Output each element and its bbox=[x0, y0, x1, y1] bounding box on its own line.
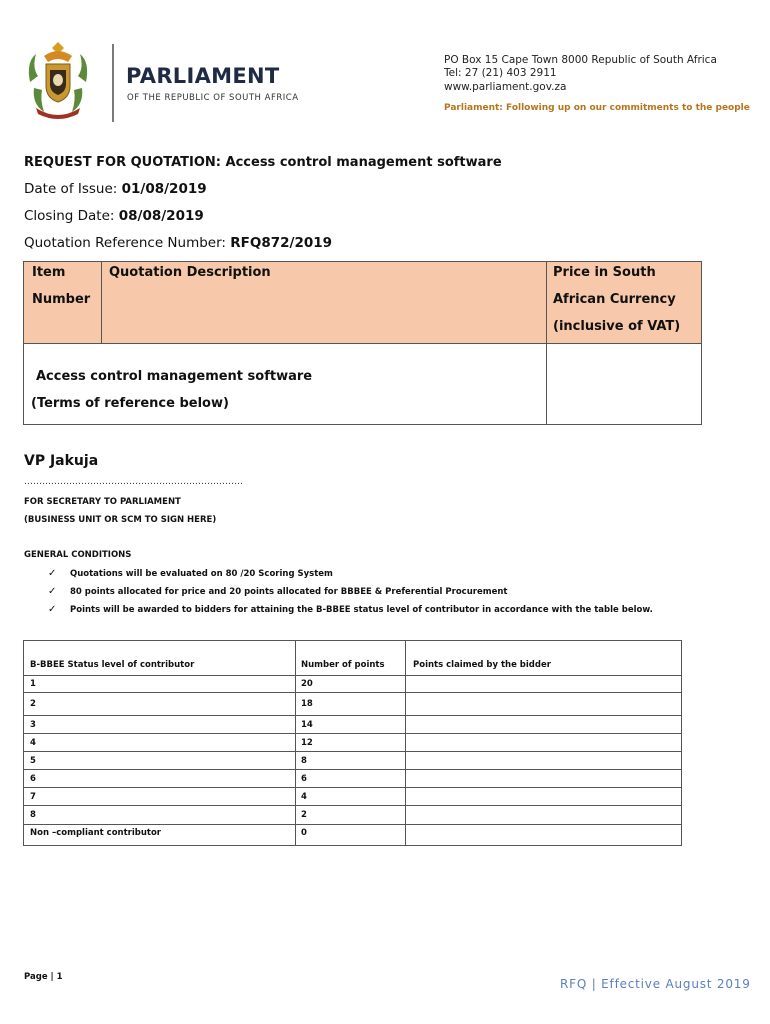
table-row: 3 14 bbox=[24, 716, 681, 734]
table-row: 6 6 bbox=[24, 770, 681, 788]
checkmark-icon: ✓ bbox=[48, 586, 57, 597]
signature-line: ………………………………………………………………. bbox=[24, 477, 243, 487]
business-unit-line: (BUSINESS UNIT OR SCM TO SIGN HERE) bbox=[24, 515, 217, 525]
signer-name: VP Jakuja bbox=[24, 453, 99, 469]
table-row: 8 2 bbox=[24, 806, 681, 825]
closing-date-line bbox=[24, 208, 204, 224]
footer-effective-date: RFQ | Effective August 2019 bbox=[560, 977, 751, 991]
table-row: 7 4 bbox=[24, 788, 681, 806]
issue-date-value: 01/08/2019 bbox=[121, 181, 207, 197]
issue-date-line bbox=[24, 181, 207, 197]
closing-date-value: 08/08/2019 bbox=[118, 208, 204, 224]
table-row: 2 18 bbox=[24, 693, 681, 716]
header-divider bbox=[112, 44, 114, 122]
org-name: PARLIAMENT bbox=[126, 64, 280, 88]
closing-date-label: Closing Date: bbox=[24, 208, 119, 224]
row-description: Access control management software bbox=[36, 369, 313, 384]
header-item-number: Item Number bbox=[32, 265, 91, 307]
header-price: Price in South African Currency (inclusive of VAT) bbox=[553, 265, 681, 334]
parliament-coat-of-arms-icon bbox=[22, 42, 94, 120]
org-subtitle: OF THE REPUBLIC OF SOUTH AFRICA bbox=[127, 93, 299, 103]
condition-item: ✓ 80 points allocated for price and 20 points allocated for BBBEE & Preferential Procurement bbox=[48, 586, 508, 597]
table-divider bbox=[546, 262, 547, 424]
table-header-row: B-BBEE Status level of contributor Number of points Points claimed by the bidder bbox=[24, 641, 681, 676]
issue-date-label: Date of Issue: bbox=[24, 181, 122, 197]
reference-number-value: RFQ872/2019 bbox=[230, 235, 333, 251]
table-row: 4 12 bbox=[24, 734, 681, 752]
checkmark-icon: ✓ bbox=[48, 604, 57, 615]
rfq-title: REQUEST FOR QUOTATION: Access control management software bbox=[24, 155, 502, 170]
header-quotation-description: Quotation Description bbox=[109, 265, 271, 280]
contact-address: PO Box 15 Cape Town 8000 Republic of South Africa bbox=[444, 54, 717, 66]
condition-item: ✓ Quotations will be evaluated on 80 /20 Scoring System bbox=[48, 568, 333, 579]
contact-website[interactable]: www.parliament.gov.za bbox=[444, 81, 567, 93]
contact-tel: Tel: 27 (21) 403 2911 bbox=[444, 67, 557, 79]
table-row: Non –compliant contributor 0 bbox=[30, 828, 307, 838]
reference-number-line bbox=[24, 235, 332, 251]
for-secretary-line: FOR SECRETARY TO PARLIAMENT bbox=[24, 497, 181, 507]
page-number: Page | 1 bbox=[24, 972, 63, 982]
quotation-table bbox=[23, 261, 702, 425]
table-row: 5 8 bbox=[24, 752, 681, 770]
reference-number-label: Quotation Reference Number: bbox=[24, 235, 231, 251]
table-row: 1 20 bbox=[24, 676, 681, 693]
checkmark-icon: ✓ bbox=[48, 568, 57, 579]
bbbee-points-table bbox=[23, 640, 682, 846]
tagline: Parliament: Following up on our commitments to the people bbox=[444, 103, 750, 113]
general-conditions-heading: GENERAL CONDITIONS bbox=[24, 550, 132, 560]
condition-item: ✓ Points will be awarded to bidders for attaining the B-BBEE status level of contributor in accordance with the table below. bbox=[48, 604, 653, 615]
row-terms: (Terms of reference below) bbox=[31, 396, 229, 411]
